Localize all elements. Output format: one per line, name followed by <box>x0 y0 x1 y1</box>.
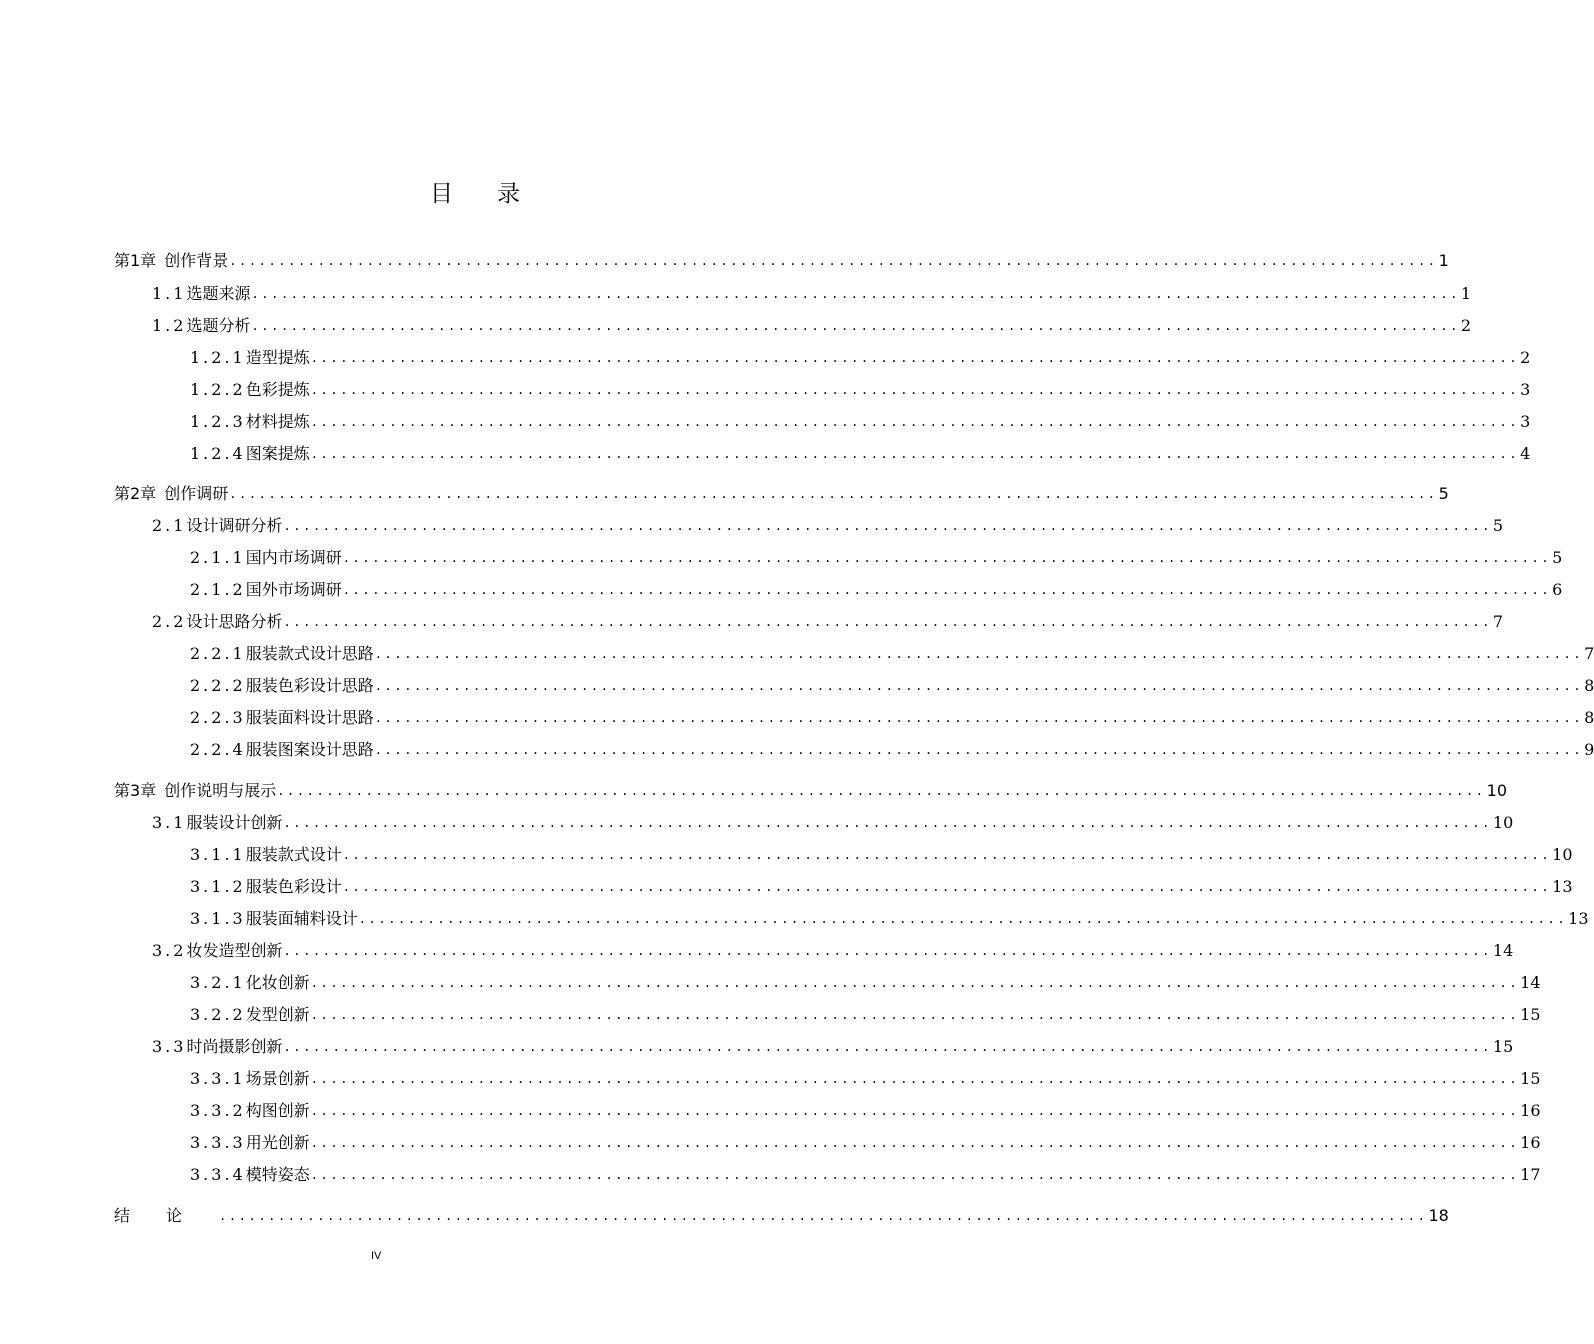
toc-entry-number: 2.1.2 <box>190 580 246 599</box>
toc-entry-page: 16 <box>1520 1101 1541 1120</box>
toc-entry-title: 用光创新 <box>245 1133 310 1152</box>
toc-entry[interactable] <box>190 345 1531 369</box>
toc-entry-number: 3.3 <box>152 1037 187 1056</box>
toc-entry-title: 时尚摄影创新 <box>186 1037 283 1056</box>
toc-entry[interactable] <box>190 1066 1541 1090</box>
toc-entry-title: 妆发造型创新 <box>186 941 283 960</box>
toc-entry[interactable] <box>114 778 1507 802</box>
toc-entry-title: 国外市场调研 <box>245 580 342 599</box>
toc-entry[interactable] <box>190 874 1573 898</box>
toc-entry-number: 3.1.1 <box>190 845 246 864</box>
toc-dot-leader: ........................................................................................................................... <box>310 1168 1520 1182</box>
toc-dot-leader: ........................................................................................................................... <box>310 1072 1520 1086</box>
toc-entry-number: 第2章 <box>114 484 157 503</box>
toc-entry-number: 1.1 <box>152 284 187 303</box>
toc-dot-leader: ........................................................................................................................... <box>374 679 1584 693</box>
toc-dot-leader: ........................................................................................................................... <box>310 415 1520 429</box>
toc-dot-leader: ........................................................................................................................... <box>283 816 1492 830</box>
toc-entry-page: 15 <box>1492 1037 1514 1056</box>
toc-entry-number: 1.2 <box>152 316 187 335</box>
page-title: 目录 <box>430 181 564 207</box>
toc-entry-page: 13 <box>1552 877 1573 896</box>
toc-entry-number: 2.1 <box>152 516 187 535</box>
toc-entry-number: 第1章 <box>114 251 157 270</box>
toc-entry[interactable] <box>190 409 1531 433</box>
toc-dot-leader: ........................................................................................................................... <box>342 551 1552 565</box>
toc-dot-leader: ........................................................................................................................... <box>283 944 1492 958</box>
toc-entry[interactable] <box>190 842 1573 866</box>
toc-entry-page: 2 <box>1460 316 1472 335</box>
toc-dot-leader: ........................................................................................................................... <box>310 447 1520 461</box>
toc-entry[interactable] <box>152 938 1514 962</box>
toc-entry[interactable] <box>114 481 1449 505</box>
toc-entry[interactable] <box>190 377 1531 401</box>
toc-dot-leader: ........................................................................................................................... <box>251 287 1460 301</box>
toc-entry-number: 2.2.4 <box>190 740 246 759</box>
toc-entry-number: 第3章 <box>114 781 157 800</box>
toc-entry[interactable] <box>152 810 1514 834</box>
toc-entry-page: 3 <box>1520 380 1531 399</box>
toc-dot-leader: ........................................................................................................................... <box>219 1209 1428 1223</box>
toc-entry-page: 9 <box>1584 740 1594 759</box>
toc-entry[interactable] <box>152 609 1504 633</box>
toc-entry-title: 场景创新 <box>245 1069 310 1088</box>
toc-dot-leader: ........................................................................................................................... <box>283 519 1492 533</box>
toc-entry[interactable] <box>190 441 1531 465</box>
toc-entry[interactable] <box>190 1002 1541 1026</box>
toc-entry-number: 2.1.1 <box>190 548 246 567</box>
toc-dot-leader: ........................................................................................................................... <box>342 880 1552 894</box>
toc-entry[interactable] <box>190 545 1563 569</box>
toc-entry-title: 造型提炼 <box>245 348 310 367</box>
toc-entry-title: 设计思路分析 <box>186 612 283 631</box>
toc-entry[interactable] <box>152 1034 1514 1058</box>
toc-entry[interactable] <box>190 1130 1541 1154</box>
toc-entry-page: 6 <box>1552 580 1563 599</box>
toc-entry-title: 服装面辅料设计 <box>245 909 358 928</box>
toc-entry-page: 3 <box>1520 412 1531 431</box>
toc-entry-page: 14 <box>1520 973 1541 992</box>
toc-entry-title: 服装面料设计思路 <box>245 708 374 727</box>
toc-entry-page: 1 <box>1460 284 1472 303</box>
toc-entry-page: 2 <box>1520 348 1531 367</box>
toc-entry-number: 1.2.4 <box>190 444 246 463</box>
toc-entry-title: 材料提炼 <box>245 412 310 431</box>
toc-dot-leader: ........................................................................................................................... <box>310 1136 1520 1150</box>
toc-entry-number: 3.3.2 <box>190 1101 246 1120</box>
toc-entry-title: 创作背景 <box>164 251 229 270</box>
toc-entry-title: 色彩提炼 <box>245 380 310 399</box>
toc-entry-title: 化妆创新 <box>245 973 310 992</box>
toc-entry-title: 服装图案设计思路 <box>245 740 374 759</box>
toc-entry-number: 1.2.2 <box>190 380 246 399</box>
toc-entry-page: 5 <box>1492 516 1504 535</box>
toc-entry-title: 图案提炼 <box>245 444 310 463</box>
toc-dot-leader: ........................................................................................................................... <box>277 784 1486 798</box>
toc-entry-page: 8 <box>1584 708 1594 727</box>
toc-entry-page: 8 <box>1584 676 1594 695</box>
toc-entry[interactable] <box>190 577 1563 601</box>
toc-entry-number: 3.2 <box>152 941 187 960</box>
toc-entry-number: 3.3.1 <box>190 1069 246 1088</box>
toc-entry-page: 16 <box>1520 1133 1541 1152</box>
toc-entry[interactable] <box>152 313 1472 337</box>
toc-entry-title: 创作说明与展示 <box>164 781 277 800</box>
toc-entry[interactable] <box>190 1162 1541 1186</box>
toc-entry-number: 3.2.1 <box>190 973 246 992</box>
toc-entry-number: 2.2.1 <box>190 644 246 663</box>
toc-entry-number: 2.2.3 <box>190 708 246 727</box>
toc-dot-leader: ........................................................................................................................... <box>310 976 1520 990</box>
toc-entry-page: 5 <box>1552 548 1563 567</box>
toc-entry[interactable] <box>190 673 1594 697</box>
toc-entry-page: 10 <box>1486 781 1507 800</box>
toc-entry-page: 14 <box>1492 941 1514 960</box>
toc-entry-title: 模特姿态 <box>245 1165 310 1184</box>
toc-entry-title: 服装色彩设计 <box>245 877 342 896</box>
toc-entry[interactable] <box>190 906 1589 930</box>
toc-entry-number: 1.2.3 <box>190 412 246 431</box>
toc-entry-page: 10 <box>1552 845 1573 864</box>
toc-entry-page: 17 <box>1520 1165 1541 1184</box>
toc-dot-leader: ........................................................................................................................... <box>342 848 1552 862</box>
toc-dot-leader: ........................................................................................................................... <box>358 912 1568 926</box>
toc-entry[interactable] <box>190 1098 1541 1122</box>
toc-entry-number: 3.1.3 <box>190 909 246 928</box>
toc-entry-title: 选题来源 <box>186 284 251 303</box>
toc-entry[interactable] <box>114 1203 1449 1227</box>
toc-entry-title: 服装设计创新 <box>186 813 283 832</box>
toc-entry-number: 1.2.1 <box>190 348 246 367</box>
page-number: IV <box>371 1250 382 1262</box>
toc-entry-page: 7 <box>1584 644 1594 663</box>
toc-entry-page: 18 <box>1428 1206 1449 1225</box>
toc-entry-number: 3.3.3 <box>190 1133 246 1152</box>
toc-dot-leader: ........................................................................................................................... <box>283 615 1492 629</box>
toc-entry-page: 15 <box>1520 1005 1541 1024</box>
toc-entry-title: 服装款式设计思路 <box>245 644 374 663</box>
toc-entry-page: 15 <box>1520 1069 1541 1088</box>
toc-entry-page: 1 <box>1438 251 1449 270</box>
toc-entry[interactable] <box>152 281 1472 305</box>
toc-entry-page: 13 <box>1568 909 1589 928</box>
toc-entry-title: 发型创新 <box>245 1005 310 1024</box>
toc-dot-leader: ........................................................................................................................... <box>310 351 1520 365</box>
toc-dot-leader: ........................................................................................................................... <box>310 1008 1520 1022</box>
toc-entry[interactable] <box>152 513 1504 537</box>
toc-dot-leader: ........................................................................................................................... <box>374 743 1584 757</box>
toc-dot-leader: ........................................................................................................................... <box>310 383 1520 397</box>
toc-entry-page: 5 <box>1438 484 1449 503</box>
toc-dot-leader: ........................................................................................................................... <box>374 647 1584 661</box>
toc-entry-number: 3.3.4 <box>190 1165 246 1184</box>
toc-dot-leader: ........................................................................................................................... <box>251 319 1460 333</box>
toc-entry-title: 服装款式设计 <box>245 845 342 864</box>
toc-entry-page: 4 <box>1520 444 1531 463</box>
toc-entry-number: 3.1 <box>152 813 187 832</box>
toc-entry-title: 选题分析 <box>186 316 251 335</box>
toc-entry-title: 设计调研分析 <box>186 516 283 535</box>
toc-entry-title: 构图创新 <box>245 1101 310 1120</box>
toc-entry[interactable] <box>190 970 1541 994</box>
toc-entry-title: 服装色彩设计思路 <box>245 676 374 695</box>
toc-entry-title: 创作调研 <box>164 484 229 503</box>
toc-entry[interactable] <box>190 737 1594 761</box>
toc-dot-leader: ........................................................................................................................... <box>310 1104 1520 1118</box>
toc-entry[interactable] <box>190 641 1594 665</box>
toc-entry-number: 3.1.2 <box>190 877 246 896</box>
toc-dot-leader: ........................................................................................................................... <box>229 487 1438 501</box>
toc-entry-page: 7 <box>1492 612 1504 631</box>
toc-entry[interactable] <box>114 248 1449 272</box>
toc-dot-leader: ........................................................................................................................... <box>229 254 1438 268</box>
toc-entry-page: 10 <box>1492 813 1514 832</box>
toc-entry-title: 结论 <box>114 1206 219 1225</box>
toc-dot-leader: ........................................................................................................................... <box>374 711 1584 725</box>
toc-entry-title: 国内市场调研 <box>245 548 342 567</box>
toc-entry-number: 3.2.2 <box>190 1005 246 1024</box>
toc-entry[interactable] <box>190 705 1594 729</box>
toc-dot-leader: ........................................................................................................................... <box>283 1040 1492 1054</box>
toc-dot-leader: ........................................................................................................................... <box>342 583 1552 597</box>
toc-entry-number: 2.2.2 <box>190 676 246 695</box>
toc-entry-number: 2.2 <box>152 612 187 631</box>
